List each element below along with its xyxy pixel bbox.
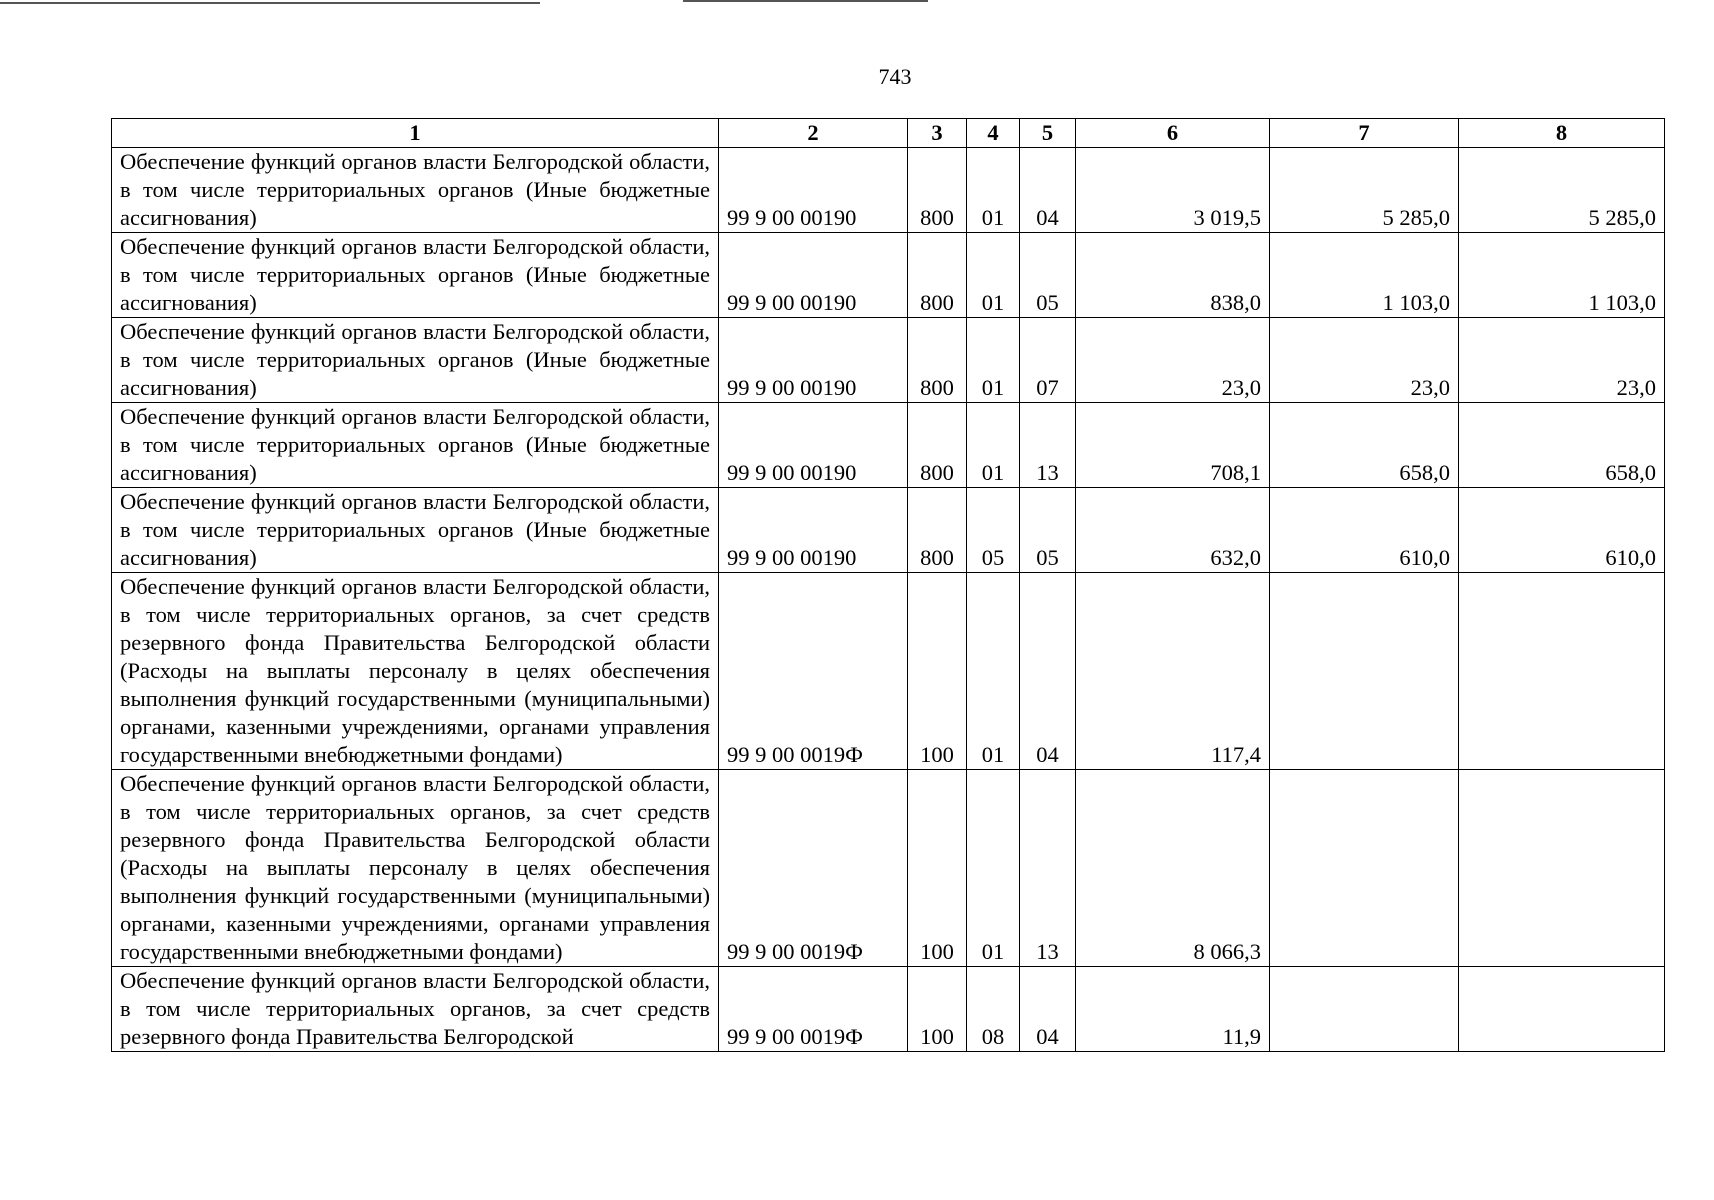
amount-col8: 23,0 [1459,318,1665,403]
target-article: 99 9 00 00190 [719,403,908,488]
target-article: 99 9 00 00190 [719,233,908,318]
expense-type: 800 [908,148,967,233]
header-row [112,119,1665,148]
col-header: 3 [908,119,967,148]
section-code: 01 [967,403,1020,488]
table-row [112,403,1665,488]
subsection-code: 13 [1020,770,1076,967]
amount-col7: 610,0 [1270,488,1459,573]
target-article: 99 9 00 00190 [719,148,908,233]
expense-type: 100 [908,967,967,1052]
amount-col7 [1270,573,1459,770]
amount-col8 [1459,770,1665,967]
col-header: 4 [967,119,1020,148]
amount-col6: 632,0 [1076,488,1270,573]
amount-col6: 8 066,3 [1076,770,1270,967]
section-code: 05 [967,488,1020,573]
expense-type: 100 [908,573,967,770]
col-header: 5 [1020,119,1076,148]
budget-table [111,118,1665,1052]
expense-type: 800 [908,488,967,573]
amount-col8: 610,0 [1459,488,1665,573]
amount-col6: 708,1 [1076,403,1270,488]
section-code: 01 [967,233,1020,318]
expense-type: 800 [908,318,967,403]
section-code: 01 [967,770,1020,967]
expense-name: Обеспечение функций органов власти Белгородской области, в том числе территориальных органов, за счет средств резервного фонда Правительства Белгородской [112,967,719,1052]
target-article: 99 9 00 0019Ф [719,967,908,1052]
expense-name: Обеспечение функций органов власти Белгородской области, в том числе территориальных органов (Иные бюджетные ассигнования) [112,318,719,403]
table-row [112,148,1665,233]
amount-col8 [1459,573,1665,770]
scan-artifact-line [0,2,540,4]
expense-name: Обеспечение функций органов власти Белгородской области, в том числе территориальных органов, за счет средств резервного фонда Правительства Белгородской области (Расходы на выплаты персоналу в целях обеспечения выполнения функций государственными (муниципальными) органами, казенными учреждениями, органами управления государственными внебюджетными фондами) [112,770,719,967]
target-article: 99 9 00 0019Ф [719,770,908,967]
amount-col7 [1270,967,1459,1052]
amount-col7: 658,0 [1270,403,1459,488]
section-code: 08 [967,967,1020,1052]
amount-col8: 5 285,0 [1459,148,1665,233]
table-row [112,488,1665,573]
expense-name: Обеспечение функций органов власти Белгородской области, в том числе территориальных органов (Иные бюджетные ассигнования) [112,403,719,488]
section-code: 01 [967,573,1020,770]
expense-name: Обеспечение функций органов власти Белгородской области, в том числе территориальных органов (Иные бюджетные ассигнования) [112,148,719,233]
expense-name: Обеспечение функций органов власти Белгородской области, в том числе территориальных органов (Иные бюджетные ассигнования) [112,233,719,318]
subsection-code: 04 [1020,967,1076,1052]
amount-col6: 117,4 [1076,573,1270,770]
scan-artifact-line [683,0,928,2]
target-article: 99 9 00 0019Ф [719,573,908,770]
table-row [112,967,1665,1052]
expense-name: Обеспечение функций органов власти Белгородской области, в том числе территориальных органов, за счет средств резервного фонда Правительства Белгородской области (Расходы на выплаты персоналу в целях обеспечения выполнения функций государственными (муниципальными) органами, казенными учреждениями, органами управления государственными внебюджетными фондами) [112,573,719,770]
amount-col6: 11,9 [1076,967,1270,1052]
amount-col7: 23,0 [1270,318,1459,403]
subsection-code: 05 [1020,233,1076,318]
expense-name: Обеспечение функций органов власти Белгородской области, в том числе территориальных органов (Иные бюджетные ассигнования) [112,488,719,573]
col-header: 7 [1270,119,1459,148]
subsection-code: 04 [1020,573,1076,770]
target-article: 99 9 00 00190 [719,318,908,403]
subsection-code: 13 [1020,403,1076,488]
amount-col7: 1 103,0 [1270,233,1459,318]
subsection-code: 07 [1020,318,1076,403]
table-row [112,573,1665,770]
table-row [112,233,1665,318]
page-number: 743 [878,64,912,89]
target-article: 99 9 00 00190 [719,488,908,573]
table-row [112,318,1665,403]
amount-col6: 23,0 [1076,318,1270,403]
amount-col6: 3 019,5 [1076,148,1270,233]
amount-col7: 5 285,0 [1270,148,1459,233]
section-code: 01 [967,148,1020,233]
section-code: 01 [967,318,1020,403]
subsection-code: 05 [1020,488,1076,573]
amount-col6: 838,0 [1076,233,1270,318]
expense-type: 800 [908,403,967,488]
table-row [112,770,1665,967]
amount-col7 [1270,770,1459,967]
col-header: 1 [112,119,719,148]
col-header: 6 [1076,119,1270,148]
expense-type: 100 [908,770,967,967]
amount-col8: 658,0 [1459,403,1665,488]
col-header: 8 [1459,119,1665,148]
amount-col8: 1 103,0 [1459,233,1665,318]
amount-col8 [1459,967,1665,1052]
subsection-code: 04 [1020,148,1076,233]
col-header: 2 [719,119,908,148]
expense-type: 800 [908,233,967,318]
